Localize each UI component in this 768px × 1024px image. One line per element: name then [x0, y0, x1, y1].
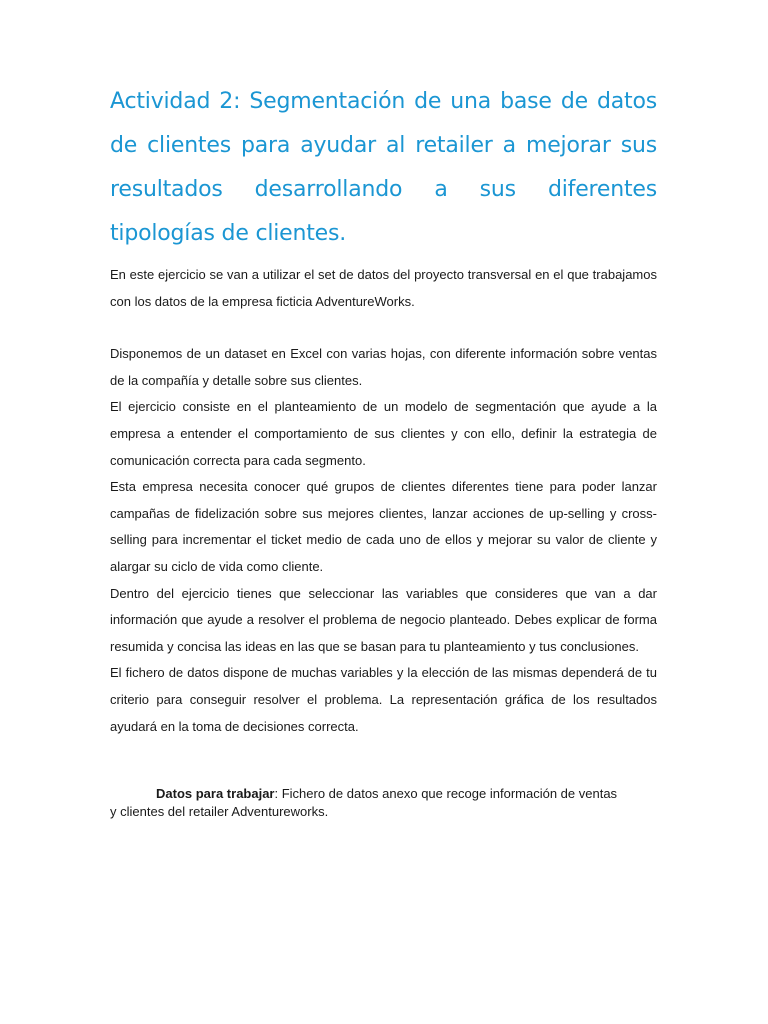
paragraph-variables: Dentro del ejercicio tienes que seleccionar las variables que consideres que van a dar información que ayude a resolver el problema de negocio planteado. Debes explicar de forma resumida y concisa las ideas en las que se basan para tu planteamiento y tus conclusiones. [110, 585, 657, 654]
paragraph-data-file: El fichero de datos dispone de muchas variables y la elección de las mismas dependerá de tu criterio para conseguir resolver el problema. La representación gráfica de los resultados ayudará en la toma de decisiones correcta. [110, 665, 657, 734]
paragraph-company-needs: Esta empresa necesita conocer qué grupos de clientes diferentes tiene para poder lanzar campañas de fidelización sobre sus mejores clientes, lanzar acciones de up-selling y cross-selling para incrementar el ticket medio de cada uno de ellos y mejorar su valor de cliente y alargar su ciclo de vida como cliente. [110, 479, 657, 574]
paragraph-intro: En este ejercicio se van a utilizar el set de datos del proyecto transversal en el que trabajamos con los datos de la empresa ficticia AdventureWorks. [110, 267, 657, 309]
bullet-data-item [110, 785, 657, 821]
paragraph-dataset: Disponemos de un dataset en Excel con varias hojas, con diferente información sobre ventas de la compañía y detalle sobre sus clientes. [110, 346, 657, 388]
bullet-text-line1: : Fichero de datos anexo que recoge información de ventas [274, 786, 618, 802]
paragraph-spacer [110, 315, 657, 341]
bullet-label: Datos para trabajar [156, 786, 275, 802]
bullet-text-line2: y clientes del retailer Adventureworks. [110, 804, 329, 820]
section-spacer [110, 740, 657, 785]
document-page [110, 80, 657, 821]
document-title: Actividad 2: Segmentación de una base de datos de clientes para ayudar al retailer a mejorar sus resultados desarrollando a sus diferentes tipologías de clientes. [110, 89, 657, 246]
paragraph-exercise: El ejercicio consiste en el planteamiento de un modelo de segmentación que ayude a la empresa a entender el comportamiento de sus clientes y con ello, definir la estrategia de comunicación correcta para cada segmento. [110, 399, 657, 468]
bullet-first-line [110, 785, 657, 803]
